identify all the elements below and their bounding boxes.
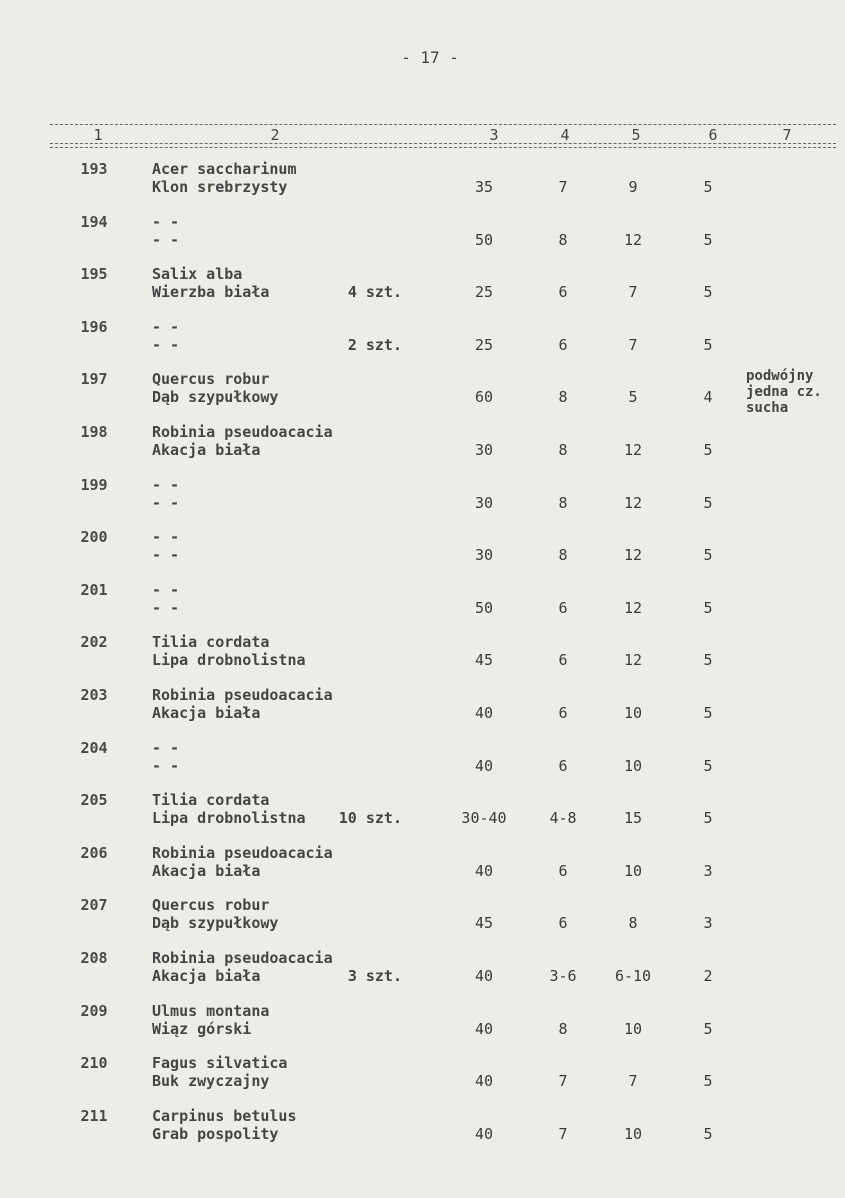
col-5-value: 9 (628, 178, 638, 196)
species-polish: Akacja biała (152, 967, 261, 985)
column-header-4: 4 (560, 126, 570, 144)
row-number: 201 (80, 581, 108, 599)
column-header-3: 3 (489, 126, 499, 144)
species-latin: Robinia pseudoacacia (152, 423, 333, 441)
row-number: 193 (80, 160, 108, 178)
col-4-value: 6 (558, 651, 568, 669)
col-6-value: 5 (703, 441, 713, 459)
col-4-value: 8 (558, 441, 568, 459)
species-latin: Robinia pseudoacacia (152, 844, 333, 862)
row-number: 203 (80, 686, 108, 704)
row-number: 210 (80, 1054, 108, 1072)
species-name (152, 633, 306, 669)
species-latin: - - (152, 213, 180, 231)
species-polish: - - (152, 757, 180, 775)
remark-line: podwójny (746, 368, 814, 384)
species-polish: - - (152, 599, 180, 617)
row-number: 208 (80, 949, 108, 967)
col-3-value: 40 (474, 1072, 494, 1090)
col-6-value: 5 (703, 1072, 713, 1090)
species-polish: Akacja biała (152, 704, 261, 722)
species-name (152, 844, 333, 880)
col-3-value: 30 (474, 546, 494, 564)
species-latin: Ulmus montana (152, 1002, 270, 1020)
species-name (152, 581, 179, 617)
column-header-5: 5 (631, 126, 641, 144)
species-polish: Lipa drobnolistna (152, 809, 306, 827)
col-3-value: 50 (474, 231, 494, 249)
page-number: - 17 - (401, 48, 459, 67)
col-3-value: 60 (474, 388, 494, 406)
col-4-value: 6 (558, 599, 568, 617)
table-row (0, 1107, 845, 1157)
col-6-value: 5 (703, 1020, 713, 1038)
col-6-value: 4 (703, 388, 713, 406)
species-latin: Robinia pseudoacacia (152, 949, 333, 967)
col-3-value: 40 (474, 862, 494, 880)
col-6-value: 2 (703, 967, 713, 985)
species-polish: Akacja biała (152, 862, 261, 880)
species-latin: Tilia cordata (152, 791, 270, 809)
col-5-value: 10 (623, 862, 643, 880)
table-row (0, 896, 845, 946)
row-number: 211 (80, 1107, 108, 1125)
col-5-value: 12 (623, 599, 643, 617)
col-3-value: 40 (474, 1020, 494, 1038)
header-rule-bottom-double (50, 147, 836, 148)
row-number: 200 (80, 528, 108, 546)
species-name (152, 423, 333, 459)
col-4-value: 8 (558, 546, 568, 564)
col-3-value: 40 (474, 704, 494, 722)
col-4-value: 7 (558, 1072, 568, 1090)
col-6-value: 5 (703, 704, 713, 722)
species-latin: Carpinus betulus (152, 1107, 297, 1125)
species-polish: - - (152, 231, 180, 249)
table-row (0, 476, 845, 526)
row-number: 204 (80, 739, 108, 757)
species-name (152, 739, 179, 775)
table-row (0, 1054, 845, 1104)
table-row (0, 160, 845, 210)
col-4-value: 4-8 (549, 809, 577, 827)
col-3-value: 45 (474, 651, 494, 669)
row-number: 194 (80, 213, 108, 231)
row-number: 202 (80, 633, 108, 651)
species-name (152, 1107, 297, 1143)
col-3-value: 50 (474, 599, 494, 617)
column-header-6: 6 (708, 126, 718, 144)
col-3-value: 30-40 (461, 809, 507, 827)
col-5-value: 12 (623, 651, 643, 669)
row-number: 198 (80, 423, 108, 441)
column-header-7: 7 (782, 126, 792, 144)
col-6-value: 5 (703, 1125, 713, 1143)
col-3-value: 40 (474, 1125, 494, 1143)
quantity: 10 szt. (338, 809, 402, 827)
col-6-value: 5 (703, 494, 713, 512)
table-row (0, 844, 845, 894)
row-number: 195 (80, 265, 108, 283)
species-polish: Dąb szypułkowy (152, 914, 279, 932)
col-3-value: 30 (474, 441, 494, 459)
quantity: 4 szt. (347, 283, 402, 301)
row-number: 207 (80, 896, 108, 914)
row-number: 196 (80, 318, 108, 336)
col-3-value: 30 (474, 494, 494, 512)
species-latin: - - (152, 476, 180, 494)
table-row (0, 318, 845, 368)
remark-197 (746, 368, 822, 416)
table-row (0, 581, 845, 631)
col-5-value: 7 (628, 1072, 638, 1090)
species-latin: Fagus silvatica (152, 1054, 288, 1072)
table-row (0, 1002, 845, 1052)
header-rule-top (50, 124, 836, 125)
col-5-value: 6-10 (614, 967, 652, 985)
col-3-value: 25 (474, 283, 494, 301)
col-6-value: 5 (703, 336, 713, 354)
col-5-value: 12 (623, 546, 643, 564)
col-4-value: 7 (558, 1125, 568, 1143)
col-5-value: 15 (623, 809, 643, 827)
col-3-value: 35 (474, 178, 494, 196)
species-latin: Robinia pseudoacacia (152, 686, 333, 704)
col-6-value: 5 (703, 231, 713, 249)
species-latin: - - (152, 528, 180, 546)
species-name (152, 265, 269, 301)
col-4-value: 6 (558, 336, 568, 354)
remark-line: jedna cz. (746, 384, 822, 400)
species-polish: Grab pospolity (152, 1125, 279, 1143)
table-row (0, 686, 845, 736)
species-latin: Quercus robur (152, 370, 270, 388)
col-6-value: 5 (703, 178, 713, 196)
col-4-value: 8 (558, 494, 568, 512)
species-polish: Akacja biała (152, 441, 261, 459)
row-number: 205 (80, 791, 108, 809)
col-4-value: 6 (558, 914, 568, 932)
col-5-value: 8 (628, 914, 638, 932)
col-6-value: 3 (703, 914, 713, 932)
quantity: 3 szt. (347, 967, 402, 985)
col-4-value: 8 (558, 388, 568, 406)
species-name (152, 686, 333, 722)
row-number: 209 (80, 1002, 108, 1020)
col-3-value: 45 (474, 914, 494, 932)
col-4-value: 6 (558, 862, 568, 880)
col-6-value: 5 (703, 283, 713, 301)
col-5-value: 12 (623, 231, 643, 249)
species-polish: Buk zwyczajny (152, 1072, 270, 1090)
row-number: 199 (80, 476, 108, 494)
col-5-value: 5 (628, 388, 638, 406)
species-latin: - - (152, 318, 180, 336)
species-latin: Quercus robur (152, 896, 270, 914)
col-4-value: 7 (558, 178, 568, 196)
col-5-value: 12 (623, 441, 643, 459)
species-polish: Dąb szypułkowy (152, 388, 279, 406)
col-5-value: 10 (623, 1020, 643, 1038)
col-6-value: 3 (703, 862, 713, 880)
row-number: 206 (80, 844, 108, 862)
species-latin: Acer saccharinum (152, 160, 297, 178)
table-row (0, 370, 845, 420)
col-4-value: 6 (558, 283, 568, 301)
table-row (0, 791, 845, 841)
col-3-value: 40 (474, 967, 494, 985)
column-header-2: 2 (270, 126, 280, 144)
species-latin: - - (152, 581, 180, 599)
species-name (152, 896, 278, 932)
col-5-value: 10 (623, 1125, 643, 1143)
species-name (152, 791, 306, 827)
column-header-1: 1 (93, 126, 103, 144)
col-6-value: 5 (703, 599, 713, 617)
species-name (152, 528, 179, 564)
species-name (152, 476, 179, 512)
species-polish: Klon srebrzysty (152, 178, 288, 196)
col-3-value: 25 (474, 336, 494, 354)
row-number: 197 (80, 370, 108, 388)
table-row (0, 528, 845, 578)
col-6-value: 5 (703, 757, 713, 775)
species-latin: Tilia cordata (152, 633, 270, 651)
col-5-value: 10 (623, 704, 643, 722)
species-name (152, 1054, 287, 1090)
table-row (0, 633, 845, 683)
col-5-value: 7 (628, 336, 638, 354)
col-3-value: 40 (474, 757, 494, 775)
col-4-value: 3-6 (549, 967, 577, 985)
species-polish: Lipa drobnolistna (152, 651, 306, 669)
col-5-value: 12 (623, 494, 643, 512)
col-4-value: 6 (558, 704, 568, 722)
species-name (152, 318, 179, 354)
species-name (152, 370, 278, 406)
table-row (0, 739, 845, 789)
col-4-value: 8 (558, 1020, 568, 1038)
table-row (0, 213, 845, 263)
col-6-value: 5 (703, 651, 713, 669)
col-6-value: 5 (703, 546, 713, 564)
remark-line: sucha (746, 400, 789, 416)
species-polish: - - (152, 494, 180, 512)
species-name (152, 160, 297, 196)
species-polish: - - (152, 546, 180, 564)
table-row (0, 265, 845, 315)
species-polish: Wierzba biała (152, 283, 270, 301)
species-latin: Salix alba (152, 265, 243, 283)
table-row (0, 423, 845, 473)
col-5-value: 7 (628, 283, 638, 301)
table-row (0, 949, 845, 999)
col-4-value: 6 (558, 757, 568, 775)
col-5-value: 10 (623, 757, 643, 775)
species-polish: Wiąz górski (152, 1020, 252, 1038)
species-name (152, 949, 333, 985)
col-6-value: 5 (703, 809, 713, 827)
species-name (152, 213, 179, 249)
species-latin: - - (152, 739, 180, 757)
quantity: 2 szt. (347, 336, 402, 354)
col-4-value: 8 (558, 231, 568, 249)
species-polish: - - (152, 336, 180, 354)
species-name (152, 1002, 269, 1038)
